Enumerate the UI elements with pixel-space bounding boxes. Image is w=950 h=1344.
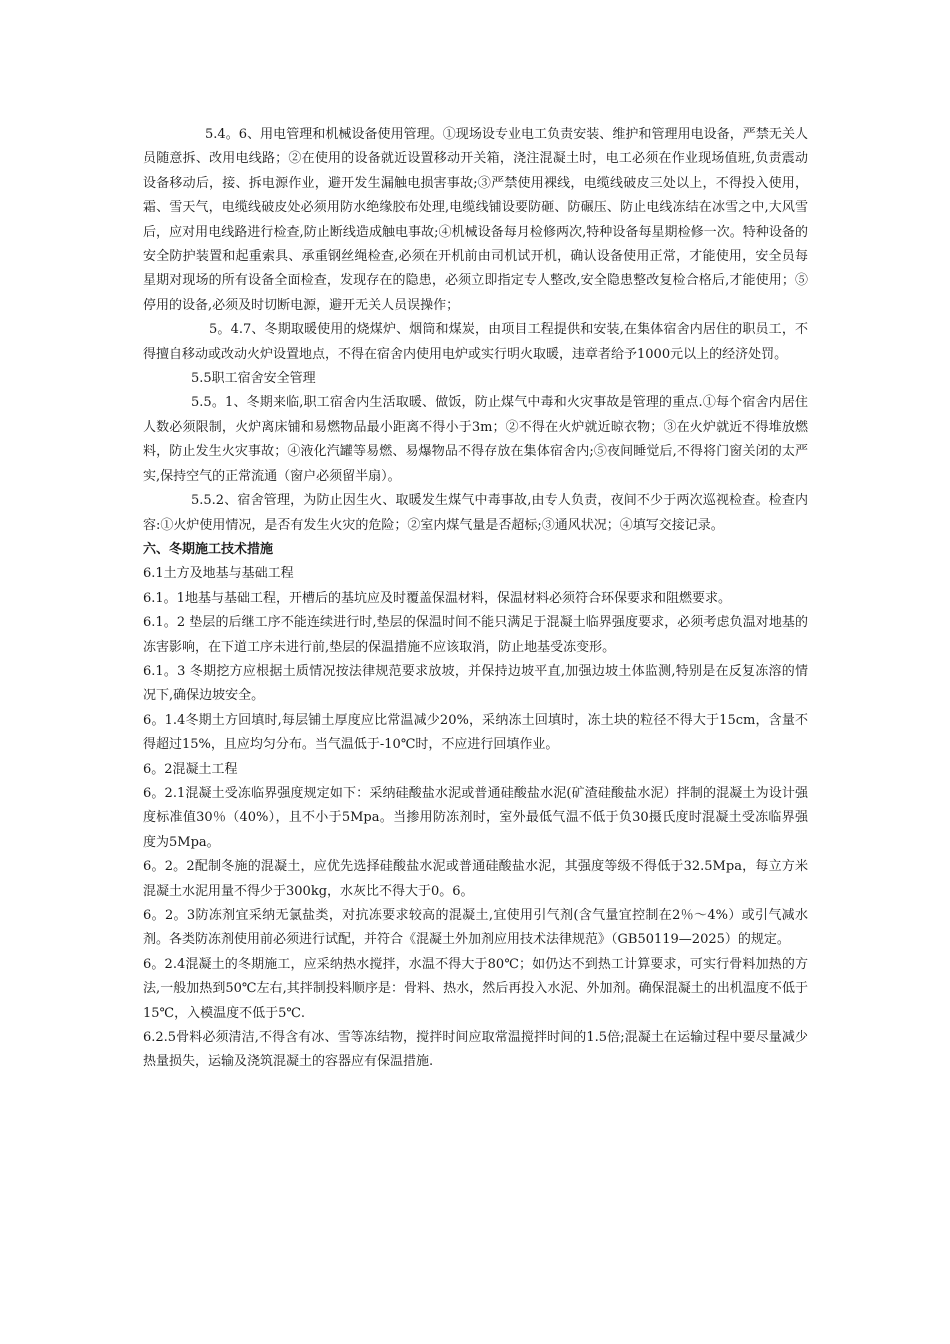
paragraph-6-2-4: 6。2.4混凝土的冬期施工，应采纳热水搅拌，水温不得大于80℃；如仍达不到热工计算要求，可实行骨料加热的方法,一般加热到50℃左右,其拌制投料顺序是：骨料、热水，然后再投入水泥、外加剂。确保混凝土的出机温度不低于15℃，入模温度不低于5℃. xyxy=(143,956,808,1021)
paragraph-5-4-7: 5。4.7、冬期取暖使用的烧煤炉、烟筒和煤炭，由项目工程提供和安装,在集体宿舍内居住的职员工，不得擅自移动或改动火炉设置地点，不得在宿舍内使用电炉或实行明火取暖，违章者给予1000元以上的经济处罚。 xyxy=(143,322,808,362)
paragraph-6-2-3: 6。2。3防冻剂宜采纳无氯盐类，对抗冻要求较高的混凝土,宜使用引气剂(含气量宜控制在2％～4%）或引气减水剂。各类防冻剂使用前必须进行试配，并符合《混凝土外加剂应用技术法律规范》（GB50119—2025）的规定。 xyxy=(143,908,808,948)
paragraph-6-1-2: 6.1。2 垫层的后继工序不能连续进行时,垫层的保温时间不能只满足于混凝土临界强度要求，必须考虑负温对地基的冻害影响，在下道工序未进行前,垫层的保温措施不应该取消，防止地基受冻变形。 xyxy=(143,615,808,655)
paragraph-6-1-3: 6.1。3 冬期挖方应根据土质情况按法律规范要求放坡，并保持边坡平直,加强边坡土体监测,特别是在反复冻溶的情况下,确保边坡安全。 xyxy=(143,663,808,704)
paragraph-5-5-2: 5.5.2、宿舍管理，为防止因生火、取暖发生煤气中毒事故,由专人负责，夜间不少于两次巡视检查。检查内容:①火炉使用情况，是否有发生火灾的危险；②室内煤气量是否超标;③通风状况；④填写交接记录。 xyxy=(143,493,808,533)
section-heading-6-1: 6.1土方及地基与基础工程 xyxy=(143,566,294,582)
paragraph-6-2-2: 6。2。2配制冬施的混凝土，应优先选择硅酸盐水泥或普通硅酸盐水泥，其强度等级不得低于32.5Mpa，每立方米混凝土水泥用量不得少于300kg，水灰比不得大于0。6。 xyxy=(143,859,808,899)
paragraph-6-1-1: 6.1。1地基与基础工程，开槽后的基坑应及时覆盖保温材料，保温材料必须符合环保要求和阻燃要求。 xyxy=(143,590,731,606)
section-heading-6-2: 6。2混凝土工程 xyxy=(143,761,238,777)
paragraph-6-1-4: 6。1.4冬期土方回填时,每层铺土厚度应比常温减少20%，采纳冻土回填时，冻土块的粒径不得大于15cm，含量不得超过15%，且应均匀分布。当气温低于-10℃时，不应进行回填作业。 xyxy=(143,712,808,753)
chapter-heading-6: 六、冬期施工技术措施 xyxy=(143,541,274,557)
paragraph-5-5-1: 5.5。1、冬期来临,职工宿舍内生活取暖、做饭，防止煤气中毒和火灾事故是管理的重点.①每个宿舍内居住人数必须限制，火炉离床铺和易燃物品最小距离不得小于3m；②不得在火炉就近晾衣物；③在火炉就近不得堆放燃料，防止发生火灾事故；④液化汽罐等易燃、易爆物品不得存放在集体宿舍内;⑤夜间睡觉后,不得将门窗关闭的太严实,保持空气的正常流通（窗户必须留半扇）。 xyxy=(143,395,808,484)
paragraph-6-2-1: 6。2.1混凝土受冻临界强度规定如下：采纳硅酸盐水泥或普通硅酸盐水泥(矿渣硅酸盐水泥）拌制的混凝土为设计强度标准值30％（40%），且不小于5Mpa。当掺用防冻剂时，室外最低气温不低于负30摄氏度时混凝土受冻临界强度为5Mpa。 xyxy=(143,785,808,850)
section-heading-5-5: 5.5职工宿舍安全管理 xyxy=(191,371,316,387)
document-page xyxy=(143,123,808,1075)
paragraph-5-4-6: 5.4。6、用电管理和机械设备使用管理。①现场设专业电工负责安装、维护和管理用电设备，严禁无关人员随意拆、改用电线路；②在使用的设备就近设置移动开关箱，浇注混凝土时，电工必须在作业现场值班,负责震动设备移动后，接、拆电源作业，避开发生漏触电损害事故;③严禁使用裸线，电缆线破皮三处以上，不得投入使用，霜、雪天气，电缆线破皮处必须用防水绝缘胶布处理,电缆线铺设要防砸、防碾压、防止电线冻结在冰雪之中,大风雪后，应对用电线路进行检查,防止断线造成触电事故;④机械设备每月检修两次,特种设备每星期检修一次。特种设备的安全防护装置和起重索具、承重钢丝绳检查,必须在开机前由司机试开机，确认设备使用正常，才能使用，安全员每星期对现场的所有设备全面检查，发现存在的隐患，必须立即指定专人整改,安全隐患整改复检合格后,才能使用；⑤停用的设备,必须及时切断电源，避开无关人员误操作； xyxy=(143,127,808,313)
paragraph-6-2-5: 6.2.5骨料必须清洁,不得含有冰、雪等冻结物，搅拌时间应取常温搅拌时间的1.5倍;混凝土在运输过程中要尽量减少热量损失，运输及浇筑混凝土的容器应有保温措施. xyxy=(143,1030,808,1070)
